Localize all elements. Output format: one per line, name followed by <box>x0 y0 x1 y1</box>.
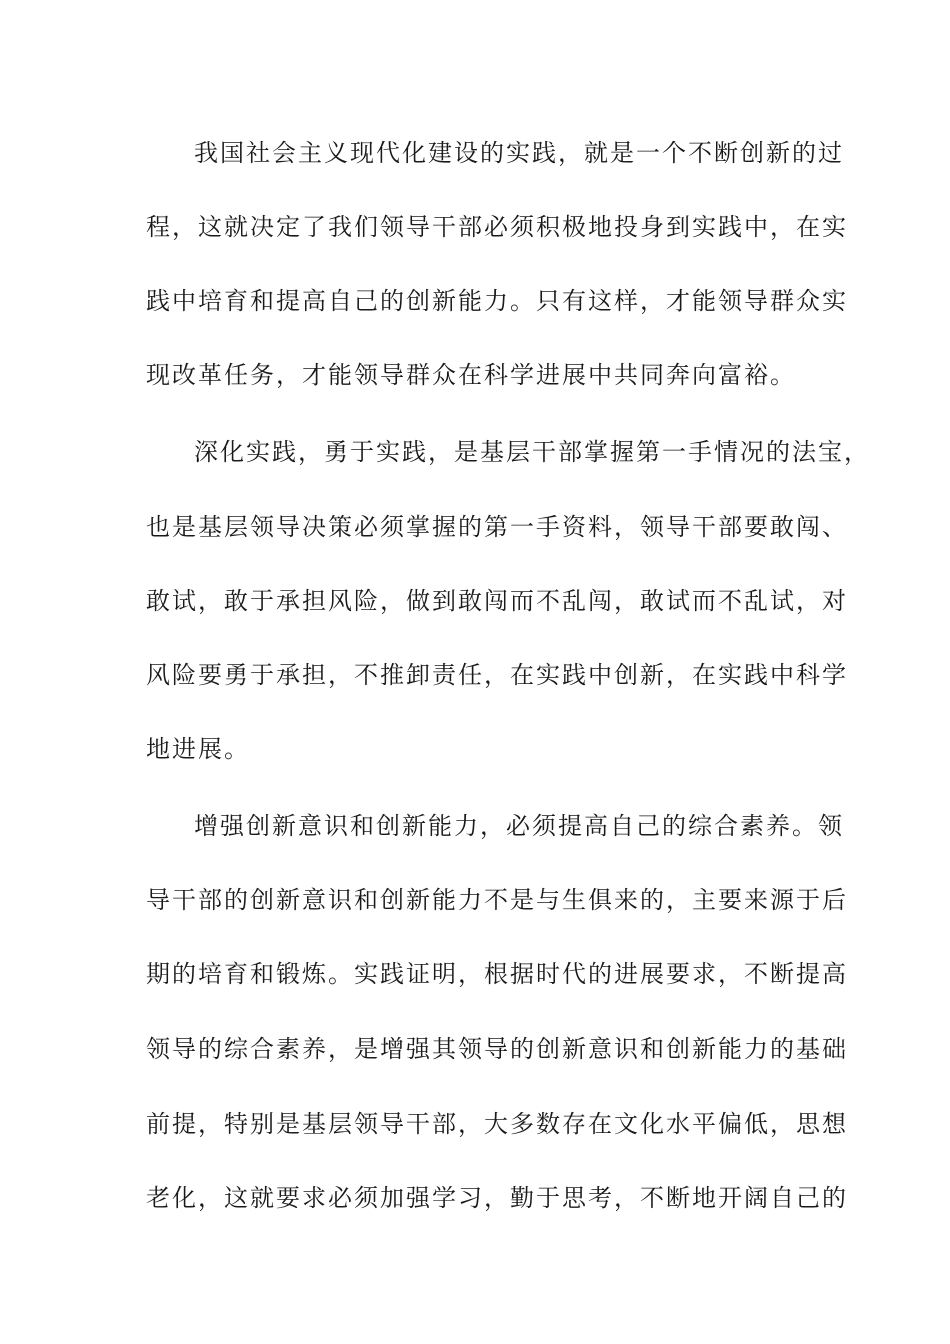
paragraph-2-line-2: 也是基层领导决策必须掌握的第一手资料，领导干部要敢闯、 <box>146 513 848 541</box>
paragraph-3-line-4: 领导的综合素养，是增强其领导的创新意识和创新能力的基础 <box>146 1035 848 1063</box>
paragraph-3-line-5: 前提，特别是基层领导干部，大多数存在文化水平偏低，思想 <box>146 1110 848 1138</box>
paragraph-3-line-1: 增强创新意识和创新能力，必须提高自己的综合素养。领 <box>194 812 844 840</box>
paragraph-2-line-4: 风险要勇于承担，不推卸责任，在实践中创新，在实践中科学 <box>146 661 848 689</box>
paragraph-2-line-3: 敢试，敢于承担风险，做到敢闯而不乱闯，敢试而不乱试，对 <box>146 587 848 615</box>
paragraph-3-line-2: 导干部的创新意识和创新能力不是与生俱来的，主要来源于后 <box>146 886 848 914</box>
paragraph-2-line-5: 地进展。 <box>146 735 250 763</box>
paragraph-2-line-1: 深化实践，勇于实践，是基层干部掌握第一手情况的法宝， <box>194 438 870 466</box>
paragraph-3-line-6: 老化，这就要求必须加强学习，勤于思考，不断地开阔自己的 <box>146 1184 848 1212</box>
paragraph-1-line-3: 践中培育和提高自己的创新能力。只有这样，才能领导群众实 <box>146 287 848 315</box>
paragraph-3-line-3: 期的培育和锻炼。实践证明，根据时代的进展要求，不断提高 <box>146 960 848 988</box>
paragraph-1-line-1: 我国社会主义现代化建设的实践，就是一个不断创新的过 <box>194 139 844 167</box>
paragraph-1-line-2: 程，这就决定了我们领导干部必须积极地投身到实践中，在实 <box>146 213 848 241</box>
paragraph-1-line-4: 现改革任务，才能领导群众在科学进展中共同奔向富裕。 <box>146 361 796 389</box>
